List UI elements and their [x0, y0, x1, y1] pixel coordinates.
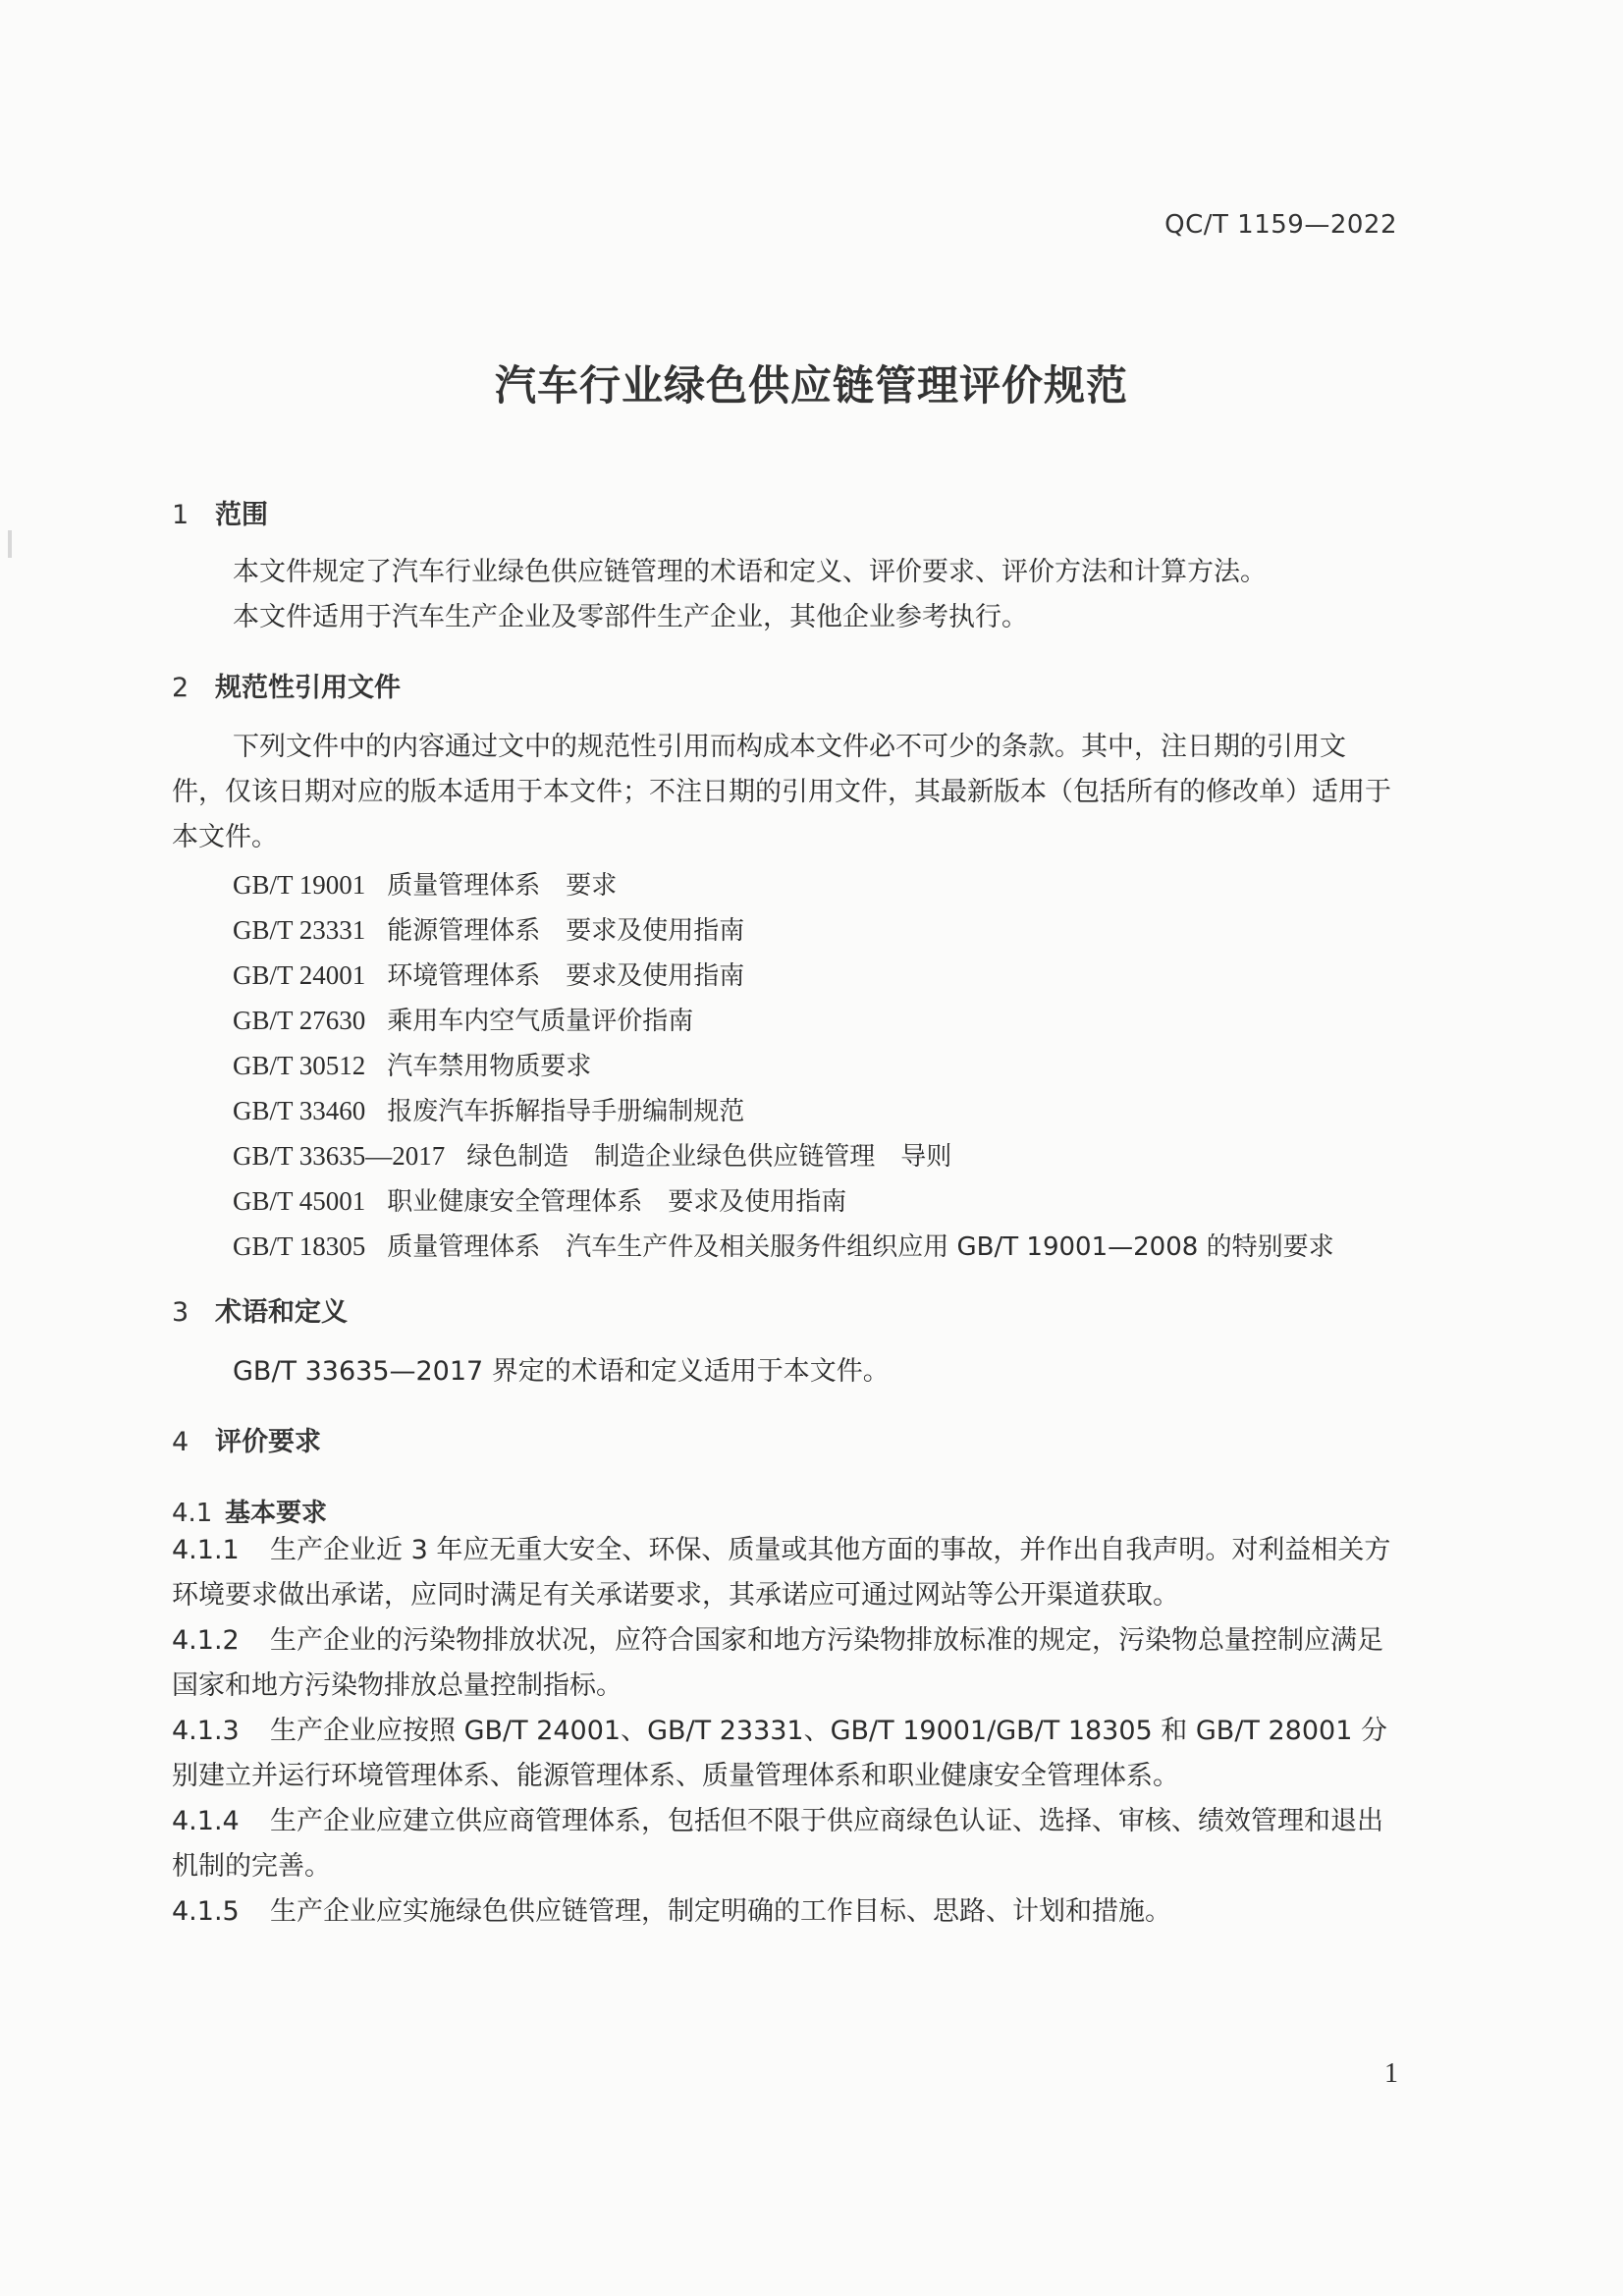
reference-code: GB/T 23331 — [233, 915, 366, 945]
clause-4-1-4 — [172, 1799, 1394, 1889]
reference-item — [233, 1178, 1334, 1224]
clause-4-1-1 — [172, 1528, 1394, 1618]
section-2-heading — [172, 666, 401, 704]
clause-text: 生产企业应实施绿色供应链管理，制定明确的工作目标、思路、计划和措施。 — [270, 1896, 1171, 1927]
clause-number: 4.1.3 — [172, 1716, 240, 1746]
section-3-heading — [172, 1290, 348, 1329]
reference-code: GB/T 27630 — [233, 1006, 366, 1035]
reference-code: GB/T 18305 — [233, 1231, 366, 1261]
section-title: 规范性引用文件 — [215, 673, 401, 703]
clause-number: 4.1.1 — [172, 1535, 240, 1565]
reference-item — [233, 907, 1334, 953]
section-number: 1 — [172, 500, 189, 530]
clause-text: 生产企业近 3 年应无重大安全、环保、质量或其他方面的事故，并作出自我声明。对利益相关方环境要求做出承诺，应同时满足有关承诺要求，其承诺应可通过网站等公开渠道获取。 — [172, 1535, 1391, 1611]
scan-edge-mark — [8, 530, 12, 558]
reference-item — [233, 1133, 1334, 1178]
reference-code: GB/T 33635—2017 — [233, 1141, 446, 1171]
clause-text: 生产企业的污染物排放状况，应符合国家和地方污染物排放标准的规定，污染物总量控制应满足国家和地方污染物排放总量控制指标。 — [172, 1625, 1383, 1701]
document-title: 汽车行业绿色供应链管理评价规范 — [494, 361, 1128, 410]
reference-code: GB/T 33460 — [233, 1096, 366, 1125]
reference-title: 乘用车内空气质量评价指南 — [387, 1007, 694, 1036]
reference-title: 绿色制造 制造企业绿色供应链管理 导则 — [466, 1142, 952, 1172]
subsection-number: 4.1 — [172, 1499, 213, 1528]
reference-title: 能源管理体系 要求及使用指南 — [387, 916, 745, 946]
reference-item — [233, 998, 1334, 1043]
subsection-4-1-heading — [172, 1493, 327, 1529]
section-1-heading — [172, 493, 268, 531]
reference-title: 质量管理体系 汽车生产件及相关服务件组织应用 GB/T 19001—2008 的特别要求 — [387, 1232, 1334, 1262]
reference-item — [233, 1224, 1334, 1269]
reference-title: 汽车禁用物质要求 — [387, 1052, 592, 1081]
reference-title: 报废汽车拆解指导手册编制规范 — [387, 1097, 745, 1126]
section-1-paragraph: 本文件规定了汽车行业绿色供应链管理的术语和定义、评价要求、评价方法和计算方法。 — [233, 557, 1267, 587]
section-number: 3 — [172, 1297, 189, 1328]
reference-code: GB/T 30512 — [233, 1051, 366, 1080]
section-4-heading — [172, 1420, 321, 1458]
reference-item — [233, 1043, 1334, 1088]
section-number: 4 — [172, 1427, 189, 1457]
section-title: 术语和定义 — [215, 1297, 348, 1328]
clause-4-1-2 — [172, 1618, 1394, 1709]
reference-code: GB/T 24001 — [233, 960, 366, 990]
reference-item — [233, 953, 1334, 998]
clause-text: 生产企业应按照 GB/T 24001、GB/T 23331、GB/T 19001/GB/T 18305 和 GB/T 28001 分别建立并运行环境管理体系、能源管理体系、质量管理体系和职业健康安全管理体系。 — [172, 1716, 1387, 1791]
section-2-intro: 下列文件中的内容通过文中的规范性引用而构成本文件必不可少的条款。其中，注日期的引用文件，仅该日期对应的版本适用于本文件；不注日期的引用文件，其最新版本（包括所有的修改单）适用于本文件。 — [172, 732, 1391, 852]
clause-number: 4.1.2 — [172, 1625, 240, 1656]
clause-number: 4.1.4 — [172, 1806, 240, 1836]
section-3-paragraph: GB/T 33635—2017 界定的术语和定义适用于本文件。 — [233, 1356, 890, 1387]
reference-title: 环境管理体系 要求及使用指南 — [387, 961, 745, 991]
clause-number: 4.1.5 — [172, 1896, 240, 1927]
reference-title: 职业健康安全管理体系 要求及使用指南 — [387, 1187, 847, 1217]
section-1-paragraph: 本文件适用于汽车生产企业及零部件生产企业，其他企业参考执行。 — [233, 602, 1028, 632]
clause-4-1-3 — [172, 1709, 1394, 1799]
reference-title: 质量管理体系 要求 — [387, 871, 618, 901]
normative-references-list — [233, 862, 1334, 1269]
standard-code: QC/T 1159—2022 — [1164, 210, 1397, 240]
clause-4-1-5 — [172, 1889, 1394, 1935]
reference-code: GB/T 19001 — [233, 870, 366, 900]
reference-code: GB/T 45001 — [233, 1186, 366, 1216]
section-number: 2 — [172, 673, 189, 703]
reference-item — [233, 1088, 1334, 1133]
section-title: 范围 — [215, 500, 268, 530]
page-number: 1 — [1384, 2058, 1398, 2089]
clause-text: 生产企业应建立供应商管理体系，包括但不限于供应商绿色认证、选择、审核、绩效管理和退出机制的完善。 — [172, 1806, 1383, 1882]
section-title: 评价要求 — [215, 1427, 321, 1457]
reference-item — [233, 862, 1334, 907]
subsection-title: 基本要求 — [225, 1499, 328, 1528]
